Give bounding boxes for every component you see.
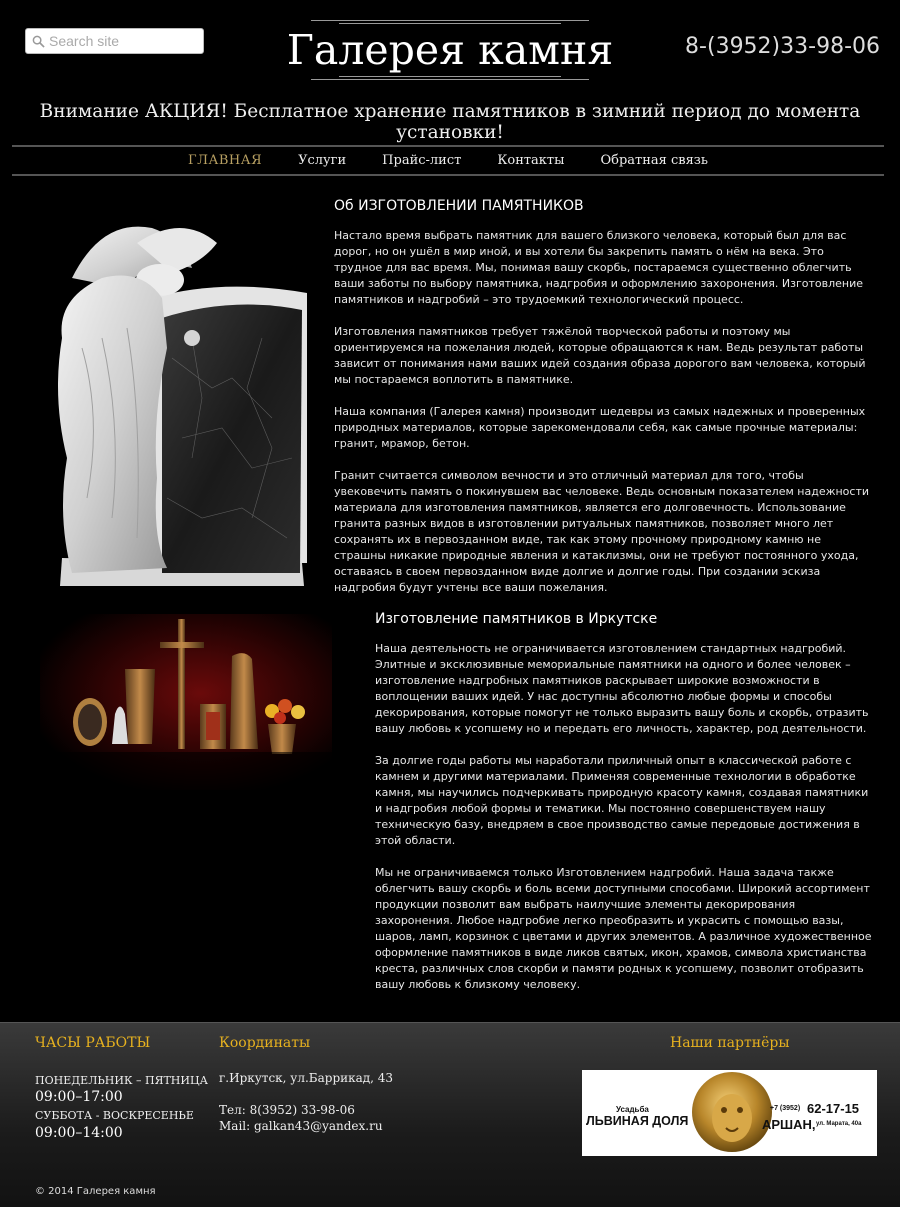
memorial-accessories-image <box>40 614 332 790</box>
paragraph: Изготовления памятников требует тяжёлой творческой работы и поэтому мы ориентируемся на пожелания людей, которые обращаются к нам. Ведь результат работы зависит от понимания нами ваших идей создания образа дорогого вам человека, который мы постараемся воплотить в памятнике. <box>334 325 866 386</box>
nav-item-services[interactable]: Услуги <box>298 153 347 168</box>
nav-item-contacts[interactable]: Контакты <box>497 153 565 168</box>
email-link[interactable]: Mail: galkan43@yandex.ru <box>219 1119 383 1133</box>
copyright: © 2014 Галерея камня <box>35 1186 156 1197</box>
tel: Тел: 8(3952) 33-98-06 <box>219 1103 355 1117</box>
partners-title: Наши партнёры <box>670 1035 790 1051</box>
contacts-title: Координаты <box>219 1035 311 1051</box>
nav-item-home[interactable]: ГЛАВНАЯ <box>188 153 263 168</box>
angel-monument-image <box>42 218 312 588</box>
weekend-time: 09:00–14:00 <box>35 1125 123 1141</box>
search-icon <box>32 35 45 48</box>
logo-text: Галерея камня <box>286 26 614 74</box>
section-title: Изготовление памятников в Иркутске <box>375 611 658 627</box>
paragraph: Гранит считается символом вечности и это отличный материал для того, чтобы увековечить память о покинувшем вас человеке. Ведь основным показателем надежности материала для изготовления памятников, является его долговечность. Использование гранита разных видов в изготовлении ритуальных памятников, позволяет много лет сохранять их в первозданном виде, так как этому прочному природному камню не страшны никакие природные явления и катаклизмы, они не требуют постоянного ухода, оставаясь в своем первозданном виде долгие и долгие годы. При создании эскиза надгробия будут учтены все ваши пожелания. <box>334 469 870 594</box>
promo-banner: Внимание АКЦИЯ! Бесплатное хранение памятников в зимний период до момента установки! <box>39 101 861 143</box>
paragraph: Наша деятельность не ограничивается изготовлением стандартных надгробий. Элитные и эксклюзивные мемориальные памятники на одного и более человек – изготовление надгробных памятников раскрывает широкие возможности в воплощении ваших идей. У нас доступны абсолютно любые формы и способы декорирования, которые помогут не только выразить вашу боль и скорбь, отразить вашу любовь к усопшему но и передать его личность, характер, род деятельности. <box>375 642 869 735</box>
logo-rule <box>339 23 561 24</box>
partner-right: АРШАН, <box>762 1117 816 1132</box>
partner-right-addr: ул. Марата, 40а <box>816 1121 862 1127</box>
partner-right-small: +7 (3952) <box>770 1105 801 1112</box>
logo-rule <box>311 20 589 21</box>
paragraph: Настало время выбрать памятник для вашего близкого человека, который был для вас дорог, но он ушёл в мир иной, и вы хотели бы закрепить память о нём на века. Это трудное для вас время. Мы, понимая вашу скорбь, постараемся существенно облегчить ваши заботы по выбору памятника, надгробия и оформлению захоронения. Изготовление памятников и надгробий – это трудоемкий технологический процесс. <box>334 229 864 306</box>
partner-left-small: Усадьба <box>616 1105 649 1114</box>
partner-banner[interactable] <box>582 1070 877 1156</box>
search-box[interactable] <box>25 28 204 54</box>
search-input[interactable] <box>49 33 199 49</box>
weekdays-time: 09:00–17:00 <box>35 1089 123 1105</box>
paragraph: За долгие годы работы мы наработали приличный опыт в классической работе с камнем и другими материалами. Применяя современные технологии в обработке камня, мы научились подчеркивать природную красоту камня, создавая памятники и надгробия любой формы и тематики. Мы постоянно совершенствуем нашу техническую базу, внедряем в свое производство самые передовые достижения в этой области. <box>375 754 869 847</box>
logo-rule <box>339 76 561 77</box>
site-logo[interactable] <box>283 18 617 82</box>
footer <box>0 1022 900 1207</box>
paragraph: Наша компания (Галерея камня) производит шедевры из самых надежных и проверенных природных материалов, которые зарекомендовали себя, как самые прочные материалы: гранит, мрамор, бетон. <box>334 405 866 450</box>
nav-item-prices[interactable]: Прайс-лист <box>382 153 462 168</box>
section-title: Об ИЗГОТОВЛЕНИИ ПАМЯТНИКОВ <box>334 198 584 214</box>
nav-item-feedback[interactable]: Обратная связь <box>600 153 708 168</box>
weekdays-label: ПОНЕДЕЛЬНИК – ПЯТНИЦА <box>35 1074 208 1087</box>
logo-rule <box>311 79 589 80</box>
about-section <box>334 198 874 612</box>
hours-title: ЧАСЫ РАБОТЫ <box>35 1035 151 1051</box>
header-phone: 8-(3952)33-98-06 <box>685 34 880 59</box>
address: г.Иркутск, ул.Баррикад, 43 <box>219 1071 394 1085</box>
partner-phone: 62-17-15 <box>807 1101 860 1116</box>
main-nav <box>12 145 884 176</box>
irkutsk-section <box>375 611 875 1009</box>
weekend-label: СУББОТА - ВОСКРЕСЕНЬЕ <box>35 1109 194 1122</box>
paragraph: Мы не ограничиваемся только Изготовлением надгробий. Наша задача также облегчить вашу скорбь и боль всеми доступными способами. Широкий ассортимент продукции позволит вам выбрать наилучшие элементы декорирования захоронения. Любое надгробие легко преобразить и украсить с помощью вазы, шаров, ламп, корзинок с цветами и других элементов. А различное художественное оформление памятников в виде ликов святых, икон, храмов, символа христианства креста, различных слов скорби и памяти родных к усопшему, позволит отобразить вашу любовь к близкому человеку. <box>375 866 872 991</box>
partner-left: ЛЬВИНАЯ ДОЛЯ <box>586 1114 689 1128</box>
